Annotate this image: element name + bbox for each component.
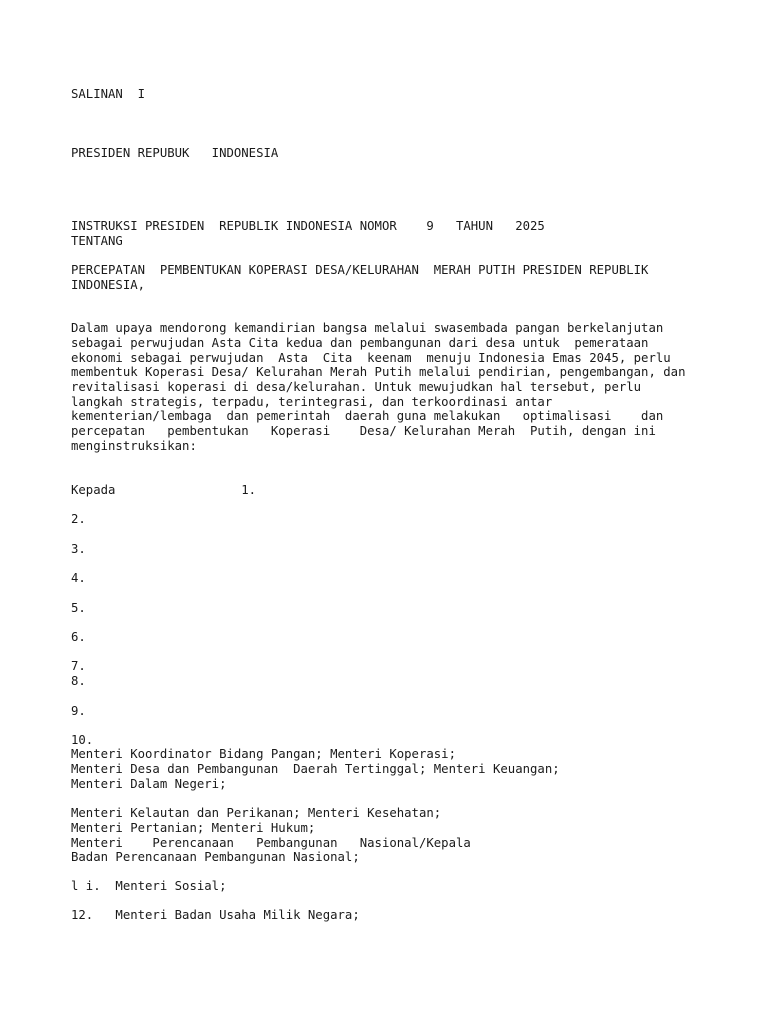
preamble-line: menginstruksikan: [71, 439, 197, 453]
recipients-line: Kepada 1. [71, 483, 257, 497]
preamble-line: revitalisasi koperasi di desa/kelurahan. Untuk mewujudkan hal tersebut, perlu [71, 380, 642, 394]
about-label: TENTANG [71, 234, 123, 248]
list-number: 9. [71, 704, 86, 718]
preamble-line: membentuk Koperasi Desa/ Kelurahan Merah Putih melalui pendirian, pengembangan, dan [71, 365, 686, 379]
list-number: 7. [71, 659, 86, 673]
preamble-line: kementerian/lembaga dan pemerintah daerah guna melakukan optimalisasi dan [71, 409, 664, 423]
copy-label: SALINAN I [71, 87, 146, 101]
subject-line: PERCEPATAN PEMBENTUKAN KOPERASI DESA/KELURAHAN MERAH PUTIH PRESIDEN REPUBLIK [71, 263, 649, 277]
minister-line: Badan Perencanaan Pembangunan Nasional; [71, 850, 360, 864]
list-number: 5. [71, 601, 86, 615]
minister-line: Menteri Pertanian; Menteri Hukum; [71, 821, 316, 835]
issuer-heading: PRESIDEN REPUBUK INDONESIA [71, 146, 279, 160]
preamble-line: ekonomi sebagai perwujudan Asta Cita keenam menuju Indonesia Emas 2045, perlu [71, 351, 671, 365]
list-item-12: 12. Menteri Badan Usaha Milik Negara; [71, 908, 360, 922]
subject-line: INDONESIA, [71, 278, 146, 292]
minister-line: Menteri Koordinator Bidang Pangan; Menteri Koperasi; [71, 747, 456, 761]
list-number: 10. [71, 733, 94, 747]
preamble-line: langkah strategis, terpadu, terintegrasi, dan terkoordinasi antar [71, 395, 553, 409]
preamble-line: percepatan pembentukan Koperasi Desa/ Kelurahan Merah Putih, dengan ini [71, 424, 656, 438]
instruction-title: INSTRUKSI PRESIDEN REPUBLIK INDONESIA NOMOR 9 TAHUN 2025 [71, 219, 545, 233]
list-number: 4. [71, 571, 86, 585]
minister-line: Menteri Dalam Negeri; [71, 777, 227, 791]
preamble-line: sebagai perwujudan Asta Cita kedua dan pembangunan dari desa untuk pemerataan [71, 336, 649, 350]
list-number: 2. [71, 512, 86, 526]
minister-line: Menteri Kelautan dan Perikanan; Menteri Kesehatan; [71, 806, 442, 820]
list-number: 3. [71, 542, 86, 556]
list-number: 8. [71, 674, 86, 688]
list-number: 6. [71, 630, 86, 644]
minister-line: Menteri Perencanaan Pembangunan Nasional/Kepala [71, 836, 471, 850]
minister-line: Menteri Desa dan Pembangunan Daerah Tertinggal; Menteri Keuangan; [71, 762, 560, 776]
preamble-line: Dalam upaya mendorong kemandirian bangsa melalui swasembada pangan berkelanjutan [71, 321, 664, 335]
list-item-11: l i. Menteri Sosial; [71, 879, 227, 893]
